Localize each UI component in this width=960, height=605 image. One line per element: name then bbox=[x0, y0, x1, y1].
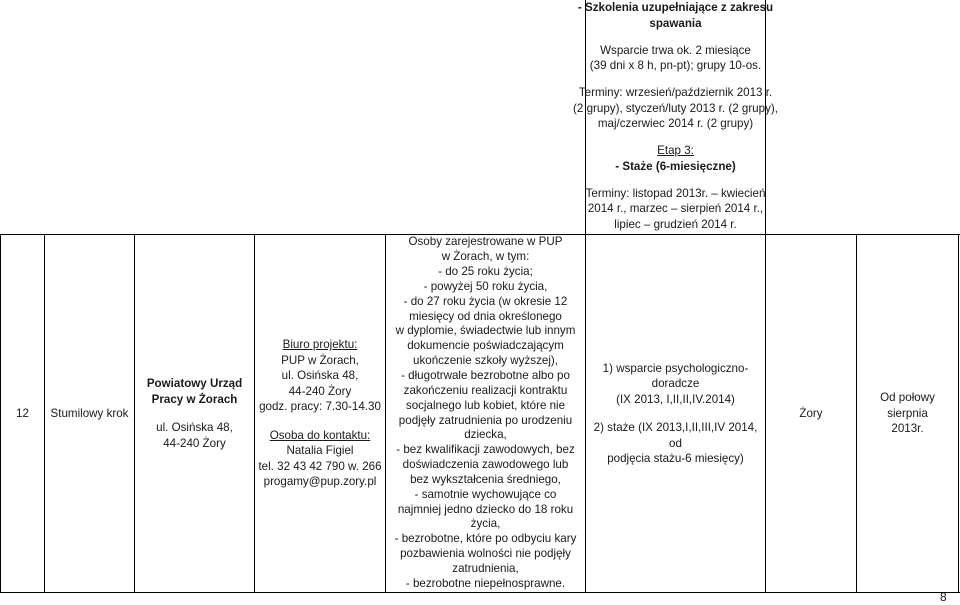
office-line-2: ul. Osińska 48, bbox=[281, 369, 359, 383]
district-name: Stumilowy krok bbox=[50, 406, 129, 420]
support-form-1-line-1: 1) wsparcie psychologiczno-doradcze bbox=[602, 361, 749, 390]
target-group-line: - bezrobotne, które po odbyciu kary bbox=[394, 532, 577, 546]
start-line-3: 2013r. bbox=[891, 422, 924, 436]
project-office-cell bbox=[255, 235, 385, 592]
stage-terms-line-3: lipiec – grudzień 2014 r. bbox=[614, 217, 737, 231]
target-group-line: zatrudnienia, bbox=[452, 561, 519, 575]
target-group-line: - powyżej 50 roku życia, bbox=[423, 279, 548, 293]
office-line-3: 44-240 Żory bbox=[288, 384, 352, 398]
stage-terms-line-2: 2014 r., marzec – sierpień 2014 r., bbox=[587, 202, 764, 215]
target-group-line: życia, bbox=[470, 517, 501, 531]
org-name-line-2: Pracy w Żorach bbox=[151, 392, 238, 406]
contact-email[interactable]: progamy@pup.zory.pl bbox=[263, 475, 377, 489]
target-group-line: - bez kwalifikacji zawodowych, bez bbox=[396, 443, 575, 457]
target-group-line: - do 25 roku życia; bbox=[438, 265, 533, 279]
training-heading-line-1: - Szkolenia uzupełniające z zakresu bbox=[577, 1, 774, 14]
target-group-line: bez wykształcenia średniego, bbox=[410, 472, 561, 486]
org-address-line-2: 44-240 Żory bbox=[163, 436, 226, 450]
contact-name: Natalia Figiel bbox=[286, 444, 354, 458]
support-duration-line-1: Wsparcie trwa ok. 2 miesiące bbox=[600, 43, 751, 57]
target-group-line: - samotnie wychowujące co bbox=[414, 487, 557, 501]
target-group-line: podjęły zatrudnienia po urodzeniu bbox=[398, 413, 573, 427]
target-group-line: Osoby zarejestrowane w PUP bbox=[408, 235, 563, 249]
target-group-line: w Żorach, w tym: bbox=[441, 250, 530, 264]
target-group-line: - bezrobotne niepełnosprawne. bbox=[405, 576, 566, 590]
target-group-line: - długotrwale bezrobotne albo po bbox=[401, 368, 570, 382]
office-line-1: PUP w Żorach, bbox=[281, 353, 359, 367]
stage-terms-line-1: Terminy: listopad 2013r. – kwiecień bbox=[585, 186, 766, 200]
target-group-line: zakończeniu realizacji kontraktu bbox=[403, 383, 568, 397]
start-line-2: sierpnia bbox=[887, 406, 928, 420]
stage-label: Etap 3: bbox=[657, 144, 694, 157]
city-cell bbox=[766, 235, 856, 592]
target-group-line: - do 27 roku życia (w okresie 12 bbox=[403, 294, 568, 308]
contact-label: Osoba do kontaktu: bbox=[269, 428, 371, 442]
start-date-cell bbox=[857, 235, 958, 592]
row-number-cell bbox=[1, 235, 44, 592]
support-form-2-line-2: podjęcia stażu-6 miesięcy) bbox=[607, 452, 744, 465]
start-line-1: Od połowy bbox=[880, 391, 935, 405]
training-terms-line-2: (2 grupy), styczeń/luty 2013 r. (2 grupy), bbox=[573, 101, 778, 115]
target-group-line: dokumencie poświadczającym bbox=[407, 339, 564, 353]
target-group-line: najmniej jedno dziecko do 18 roku bbox=[397, 502, 574, 516]
organization-cell bbox=[135, 235, 254, 592]
training-terms-line-1: Terminy: wrzesień/październik 2013 r. bbox=[578, 86, 773, 99]
office-hours: godz. pracy: 7.30-14.30 bbox=[259, 400, 381, 414]
office-label: Biuro projektu: bbox=[282, 338, 358, 352]
support-duration-line-2: (39 dni x 8 h, pn-pt); grupy 10-os. bbox=[589, 59, 762, 72]
target-group-line: ukończenie szkoły wyższej), bbox=[413, 354, 558, 368]
row-number: 12 bbox=[16, 406, 29, 420]
org-name-line-1: Powiatowy Urząd bbox=[146, 377, 243, 390]
contact-phone: tel. 32 43 42 790 w. 266 bbox=[258, 459, 382, 473]
target-group-line: doświadczenia zawodowego lub bbox=[402, 458, 569, 472]
target-group-line: w dyplomie, świadectwie lub innym bbox=[395, 324, 576, 338]
page-number: 8 bbox=[940, 590, 947, 604]
support-form-1-line-2: (IX 2013, I,II,II,IV.2014) bbox=[616, 392, 735, 406]
city-name: Żory bbox=[799, 406, 823, 420]
target-group-line: dziecka, bbox=[464, 428, 507, 442]
target-group-cell bbox=[386, 235, 585, 592]
training-heading-line-2: spawania bbox=[649, 16, 702, 30]
training-terms-line-3: maj/czerwiec 2014 r. (2 grupy) bbox=[597, 117, 754, 130]
training-continuation-cell bbox=[573, 0, 778, 232]
stage-title: - Staże (6-miesięczne) bbox=[615, 159, 736, 173]
target-group-line: pozbawienia wolności nie podjęły bbox=[400, 547, 571, 561]
support-form-2-line-1: 2) staże (IX 2013,I,II,III,IV 2014, od bbox=[593, 421, 758, 450]
support-forms-cell bbox=[586, 235, 765, 592]
org-address-line-1: ul. Osińska 48, bbox=[156, 421, 233, 434]
target-group-line: miesięcy od dnia określonego bbox=[409, 309, 562, 323]
target-group-line: socjalnego lub kobiet, które nie bbox=[405, 398, 566, 412]
district-cell bbox=[45, 235, 134, 592]
